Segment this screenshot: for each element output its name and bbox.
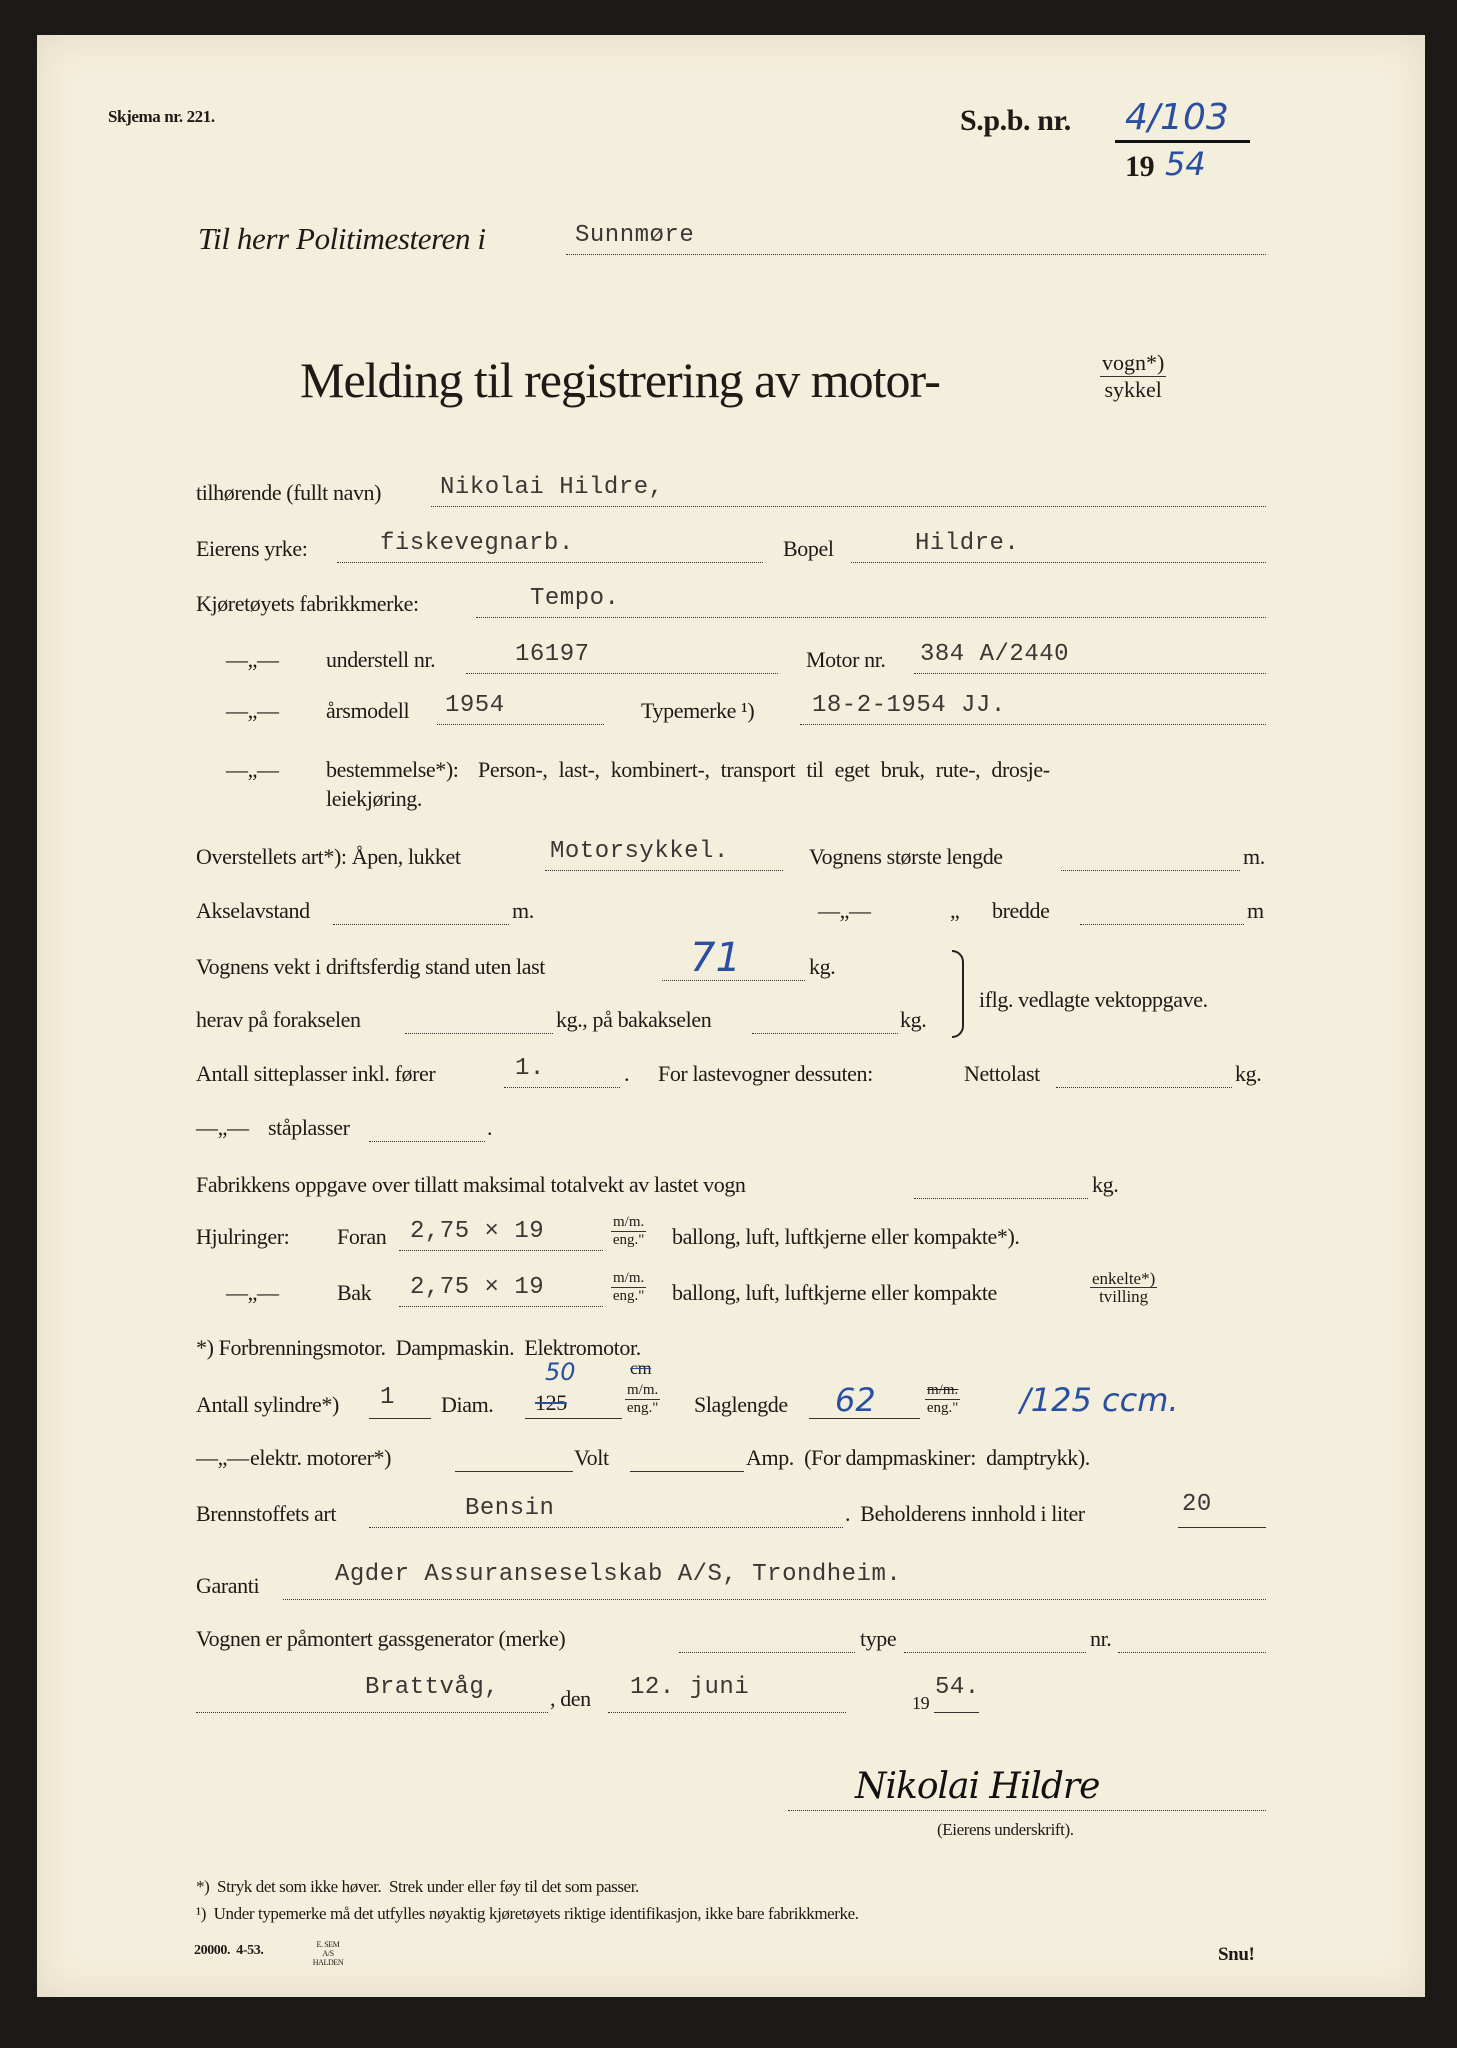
front-tyre-unit [611,1214,646,1249]
date-label: , den [550,1686,591,1711]
owner-value: Nikolai Hildre, [440,474,664,501]
purpose-label: bestemmelse*): [326,757,459,782]
unit-mm: m/m. [613,1214,645,1230]
motor-label: Motor nr. [806,647,886,672]
turn-over-note: Snu! [1218,1944,1255,1965]
body-label: Overstellets art*): Åpen, lukket [196,844,461,869]
width-field[interactable] [1080,898,1244,925]
residence-label: Bopel [783,536,834,561]
max-weight-field[interactable] [914,1172,1088,1199]
footer-row [0,1942,1457,1972]
rear-tyre-value: 2,75 × 19 [410,1274,545,1301]
gas-generator-row [0,1626,1457,1656]
spb-year-value: 54 [1165,145,1206,183]
front-axle-field[interactable] [405,1007,553,1034]
rear-tyre-label: Bak [337,1280,372,1305]
body-value: Motorsykkel. [550,838,729,865]
diam-struck-value: 125 [535,1390,567,1415]
place-value: Brattvåg, [365,1674,500,1701]
diam-value: 50 [545,1358,576,1386]
print-info: 20000. 4-53. [194,1943,264,1958]
gas-nr-label: nr. [1090,1626,1112,1651]
footnote-1: *) Stryk det som ikke høver. Strek under eller føy til det som passer. [196,1877,639,1896]
chassis-label: understell nr. [326,647,436,672]
stroke-label: Slaglengde [694,1392,788,1417]
seats-period: . [624,1061,630,1086]
title-sykkel: sykkel [1104,377,1162,402]
owner-row [0,474,1457,510]
max-weight-unit: kg. [1092,1172,1119,1197]
ditto-mark: —„— [226,1280,279,1305]
purpose-options-cont: leiekjøring. [326,786,423,811]
amp-field[interactable] [630,1445,744,1472]
unit-eng: eng." [612,1232,645,1248]
max-weight-label: Fabrikkens oppgave over tillatt maksimal totalvekt av lastet vogn [196,1172,746,1197]
net-load-label: Nettolast [964,1061,1040,1086]
rear-axle-unit: kg. [900,1007,927,1032]
wheelbase-field[interactable] [333,898,509,925]
single-twin [1090,1270,1157,1305]
occupation-row [0,530,1457,566]
ditto-mark: —„— [226,698,279,723]
title-vogn: vogn*) [1102,350,1165,375]
rear-tyre-types: ballong, luft, luftkjerne eller kompakte [672,1280,997,1305]
engine-types: *) Forbrenningsmotor. Dampmaskin. Elektromotor. [196,1335,641,1360]
diam-unit [625,1382,660,1417]
ditto-mark: —„— [196,1115,249,1140]
weight-note: iflg. vedlagte vektoppgave. [979,987,1208,1012]
unit-mm: m/m. [613,1270,645,1286]
spb-underline [1115,104,1250,143]
displacement-value: /125 ccm. [1020,1381,1179,1419]
net-load-unit: kg. [1235,1061,1262,1086]
unit-eng: eng." [926,1400,959,1416]
width-label: bredde [992,898,1050,923]
chassis-row [0,641,1457,677]
gas-label: Vognen er påmontert gassgenerator (merke) [196,1626,566,1651]
make-row [0,585,1457,621]
front-tyre-label: Foran [337,1224,387,1249]
cargo-label: For lastevogner dessuten: [658,1061,873,1086]
type-value: 18-2-1954 JJ. [812,692,1006,719]
twin-option: tvilling [1099,1287,1149,1306]
make-value: Tempo. [530,585,620,612]
residence-field[interactable] [851,536,1266,563]
amp-label: Amp. (For dampmaskiner: damptrykk). [746,1445,1090,1470]
form-number: Skjema nr. 221. [108,107,215,126]
gas-nr-field[interactable] [1118,1626,1266,1653]
motor-value: 384 A/2440 [920,641,1070,668]
cylinders-label: Antall sylindre*) [196,1392,339,1417]
tank-label: . Beholderens innhold i liter [845,1501,1085,1526]
model-year-label: årsmodell [326,698,410,723]
rear-axle-label: kg., på bakakselen [556,1007,712,1032]
weight-row [0,935,1457,984]
ditto-mark: —„— [196,1445,249,1470]
cylinders-field[interactable] [369,1392,431,1419]
net-load-field[interactable] [1056,1061,1232,1088]
purpose-row [0,757,1457,811]
date-row [0,1674,1457,1716]
spb-value: 4/103 [1125,97,1229,138]
front-tyre-row [0,1214,1457,1254]
footnotes [0,1877,1457,1923]
model-year-row [0,692,1457,728]
seats-row [0,1055,1457,1091]
single-option: enkelte*) [1092,1269,1156,1288]
electric-row [0,1445,1457,1475]
owner-signature: Nikolai Hildre [855,1766,1100,1807]
cm-struck: cm [630,1358,652,1378]
spb-year-prefix: 19 [1125,150,1155,183]
volt-label: Volt [574,1445,609,1470]
footnote-2: ¹) Under typemerke må det utfylles nøyaktig kjøretøyets riktige identifikasjon, ikke bare fabrikkmerke. [196,1904,859,1923]
gas-make-field[interactable] [679,1626,855,1653]
tyres-label: Hjulringer: [196,1224,290,1249]
standing-row [0,1115,1457,1145]
tank-value: 20 [1182,1491,1212,1518]
body-row [0,838,1457,874]
front-tyre-types: ballong, luft, luftkjerne eller kompakte*). [672,1224,1020,1249]
chassis-value: 16197 [515,641,590,668]
length-field[interactable] [1061,844,1240,871]
make-label: Kjøretøyets fabrikkmerke: [196,591,419,616]
cylinders-row [0,1358,1457,1422]
front-tyre-value: 2,75 × 19 [410,1218,545,1245]
type-label: Typemerke ¹) [641,698,755,723]
occupation-value: fiskevegnarb. [380,530,574,557]
printer-info: E. SEM A/S HALDEN [312,1940,344,1967]
year-prefix: 19 [912,1693,930,1713]
signature-label: (Eierens underskrift). [937,1820,1074,1839]
fuel-field[interactable] [369,1501,843,1528]
date-value: 12. juni [630,1674,750,1701]
addressee-row [0,221,1457,256]
fuel-row [0,1491,1457,1531]
ditto-mark: —„— [226,757,279,782]
unit-mm: m/m. [627,1382,659,1398]
fuel-value: Bensin [465,1495,555,1522]
wheelbase-label: Akselavstand [196,898,310,923]
guarantee-label: Garanti [196,1573,260,1598]
rear-tyre-row [0,1269,1457,1310]
front-axle-label: herav på forakselen [196,1007,361,1032]
seats-value: 1. [515,1055,545,1082]
ditto-mark-small: „ [950,898,960,923]
gas-type-field[interactable] [904,1626,1086,1653]
width-unit: m [1247,898,1264,923]
weight-label: Vognens vekt i driftsferdig stand uten last [196,954,546,979]
unit-eng: eng." [612,1288,645,1304]
standing-field[interactable] [369,1115,485,1142]
guarantee-value: Agder Assuranseselskab A/S, Trondheim. [335,1561,902,1588]
weight-unit: kg. [809,954,836,979]
gas-type-label: type [860,1626,897,1651]
wheelbase-unit: m. [512,898,534,923]
ditto-mark: —„— [818,898,871,923]
rear-tyre-unit [611,1270,646,1305]
fuel-label: Brennstoffets art [196,1501,337,1526]
standing-period: . [487,1115,493,1140]
signature-row [0,1766,1457,1839]
spb-number-row [0,97,1457,183]
page-title: Melding til registrering av motor- [300,352,940,408]
max-weight-row [0,1172,1457,1202]
standing-label: ståplasser [268,1115,350,1140]
electric-label: elektr. motorer*) [250,1445,392,1470]
engine-types-row [0,1335,1457,1365]
title-vehicle-type [1100,350,1166,403]
guarantee-row [0,1561,1457,1603]
residence-value: Hildre. [915,530,1020,557]
purpose-options: Person-, last-, kombinert-, transport til eget bruk, rute-, drosje- [478,757,1050,782]
cylinders-value: 1 [380,1384,395,1411]
owner-label: tilhørende (fullt navn) [196,480,382,505]
wheelbase-row [0,898,1457,928]
model-year-value: 1954 [445,692,505,719]
volt-field[interactable] [455,1445,573,1472]
unit-eng: eng." [626,1400,659,1416]
length-unit: m. [1243,844,1265,869]
stroke-unit [925,1382,960,1417]
rear-axle-field[interactable] [752,1007,898,1034]
title-row [0,350,1457,408]
diam-label: Diam. [441,1392,494,1417]
addressee-value: Sunnmøre [575,222,695,249]
seats-label: Antall sitteplasser inkl. fører [196,1061,436,1086]
chassis-field[interactable] [466,647,778,674]
unit-mm: m/m. [927,1382,959,1398]
length-label: Vognens største lengde [809,844,1003,869]
ditto-mark: —„— [226,647,279,672]
addressee-label: Til herr Politimesteren i [198,221,486,256]
occupation-label: Eierens yrke: [196,536,308,561]
stroke-value: 62 [835,1381,876,1419]
weight-value: 71 [690,935,741,981]
axle-row [0,987,1457,1037]
year-value: 54. [935,1674,980,1701]
spb-label: S.p.b. nr. [960,104,1071,137]
